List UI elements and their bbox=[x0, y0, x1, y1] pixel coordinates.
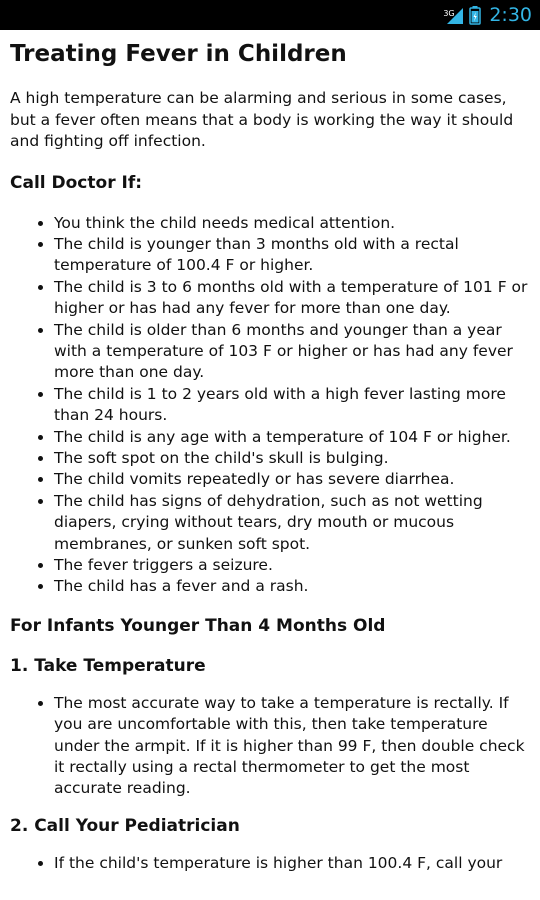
status-icons bbox=[443, 5, 481, 25]
status-bar bbox=[0, 0, 540, 30]
list-item: • If the child's temperature is higher than 100.4 F, call your bbox=[54, 853, 530, 874]
list-item: • The child is older than 6 months and younger than a year with a temperature of 103 F or higher or has had any fever more than one day. bbox=[54, 320, 530, 384]
status-clock: 2:30 bbox=[489, 4, 532, 26]
list-item: • The child is 1 to 2 years old with a high fever lasting more than 24 hours. bbox=[54, 384, 530, 427]
list-item: • The child vomits repeatedly or has severe diarrhea. bbox=[54, 469, 530, 490]
list-item: • The child has signs of dehydration, such as not wetting diapers, crying without tears, dry mouth or mucous membranes, or sunken soft spot. bbox=[54, 491, 530, 555]
call-doctor-heading: Call Doctor If: bbox=[10, 172, 143, 193]
call-doctor-list bbox=[10, 213, 530, 598]
page-title: Treating Fever in Children bbox=[10, 41, 347, 67]
step-2-heading: 2. Call Your Pediatrician bbox=[10, 815, 240, 836]
list-item: • The child is 3 to 6 months old with a temperature of 101 F or higher or has had any fever for more than one day. bbox=[54, 277, 530, 320]
list-item: • The child is any age with a temperature of 104 F or higher. bbox=[54, 427, 530, 448]
list-item: • The most accurate way to take a temperature is rectally. If you are uncomfortable with this, then take temperature under the armpit. If it is higher than 99 F, then double check it rectally using a rectal thermometer to get the most accurate reading. bbox=[54, 693, 530, 800]
list-item: • The fever triggers a seizure. bbox=[54, 555, 530, 576]
intro-paragraph: A high temperature can be alarming and serious in some cases, but a fever often means that a body is working the way it should and fighting off infection. bbox=[10, 89, 514, 150]
infants-heading: For Infants Younger Than 4 Months Old bbox=[10, 615, 386, 636]
battery-icon bbox=[469, 5, 481, 25]
list-item: • The child is younger than 3 months old with a rectal temperature of 100.4 F or higher. bbox=[54, 234, 530, 277]
network-type-label: 3G bbox=[443, 9, 455, 18]
step-1-heading: 1. Take Temperature bbox=[10, 655, 206, 676]
list-item: • You think the child needs medical attention. bbox=[54, 213, 530, 234]
list-item: • The soft spot on the child's skull is bulging. bbox=[54, 448, 530, 469]
list-item: • The child has a fever and a rash. bbox=[54, 576, 530, 597]
article-content[interactable] bbox=[0, 30, 540, 874]
signal-indicator bbox=[443, 5, 465, 25]
step-1-list bbox=[10, 693, 530, 800]
step-2-list bbox=[10, 853, 530, 874]
